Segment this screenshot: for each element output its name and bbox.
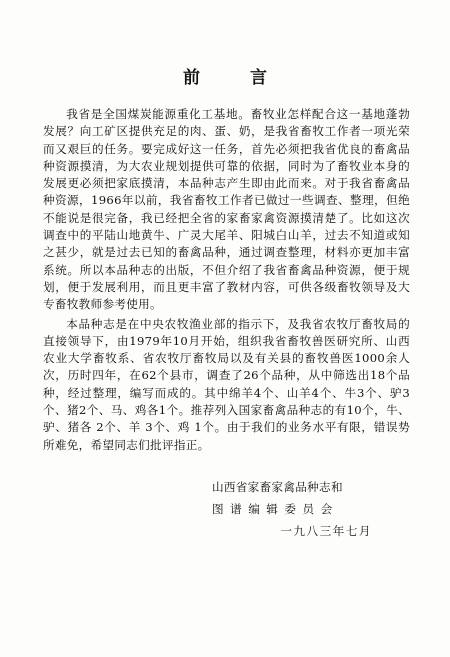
- signature-date: 一九八三年七月: [280, 524, 372, 538]
- document-body: [43, 106, 410, 454]
- signature-organization-line-1: 山西省家畜家禽品种志和: [212, 480, 343, 494]
- signature-organization-line-2: 图谱编辑委员会: [212, 502, 339, 516]
- paragraph-1: 我省是全国煤炭能源重化工基地。畜牧业怎样配合这一基地蓬勃发展？向工矿区提供充足的肉、蛋、奶，是我省畜牧工作者一项光荣而又艰巨的任务。要完成好这一任务，首先必须把我省优良的畜禽品种资源摸清，为大农业规划提供可靠的依据，同时为了畜牧业本身的发展更必须把家底摸清，本品种志产生即由此而来。对于我省畜禽品种资源，1966年以前，我省畜牧工作者已做过一些调查、整理，但绝不能说是很完备，我已经把全省的家畜家禽资源摸清楚了。比如这次调查中的平陆山地黄牛、广灵大尾羊、阳城白山羊，过去不知道或知之甚少，就是过去已知的畜禽品种，通过调查整理，材料亦更加丰富系统。所以本品种志的出版，不但介绍了我省畜禽品种资源，便于规划，便于发展利用，而且更丰富了教材内容，可供各级畜牧领导及大专畜牧教师参考使用。: [43, 107, 410, 312]
- signature-block: [212, 476, 372, 542]
- paragraph-2: 本品种志是在中央农牧渔业部的指示下，及我省农牧厅畜牧局的直接领导下，由1979年10月开始，组织我省畜牧兽医研究所、山西农业大学畜牧系、省农牧厅畜牧局以及有关县的畜牧兽医1000余人次，历时四年，在62个县市，调查了26个品种，从中筛选出18个品种，经过整理，编写而成的。其中绵羊4个、山羊4个、牛3个、驴3个、猪2个、马、鸡各1个。推荐列入国家畜禽品种志的有10个，牛、驴、猪各 2个、羊 3个、鸡 1个。由于我们的业务水平有限，错误势所难免，希望同志们批评指正。: [43, 316, 410, 452]
- document-title: 前 言: [183, 68, 289, 88]
